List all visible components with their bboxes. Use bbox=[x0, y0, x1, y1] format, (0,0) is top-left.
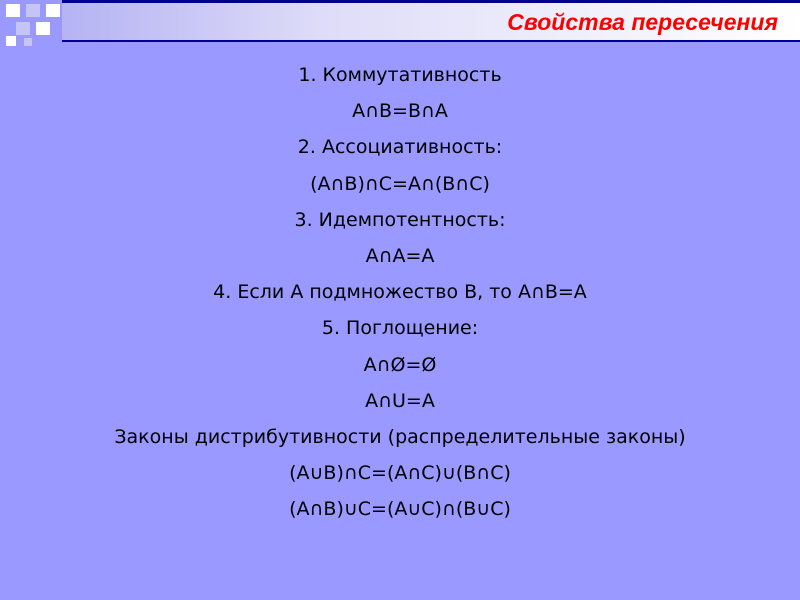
corner-squares-decoration bbox=[0, 0, 64, 48]
content-line: (A∩B)∪C=(A∪C)∩(B∪C) bbox=[289, 498, 511, 521]
content-line: 4. Если А подмножество В, то A∩B=A bbox=[213, 281, 587, 304]
content-line: A∩B=B∩A bbox=[352, 100, 448, 123]
content-line: 1. Коммутативность bbox=[298, 64, 502, 86]
content-line: Законы дистрибутивности (распределительные законы) bbox=[114, 425, 686, 448]
content-line: A∩Ø=Ø bbox=[363, 353, 437, 376]
corner-square bbox=[36, 22, 50, 35]
corner-square bbox=[26, 4, 40, 17]
slide-title: Свойства пересечения bbox=[507, 9, 778, 35]
content-line: A∩U=A bbox=[365, 389, 435, 412]
content-line: (A∩B)∩C=A∩(B∩C) bbox=[310, 172, 490, 195]
corner-square bbox=[6, 4, 20, 17]
corner-square bbox=[16, 22, 30, 35]
title-bar-stripe bbox=[62, 0, 800, 3]
content-line: 5. Поглощение: bbox=[321, 317, 479, 340]
corner-square bbox=[46, 4, 60, 17]
content-line: 2. Ассоциативность: bbox=[297, 136, 503, 159]
corner-square bbox=[6, 36, 16, 46]
content-line: (A∪B)∩C=(A∩C)∪(B∩C) bbox=[289, 462, 511, 485]
title-bar bbox=[62, 0, 800, 42]
content-line: 3. Идемпотентность: bbox=[294, 208, 506, 231]
content-line: A∩A=A bbox=[365, 244, 435, 267]
content-list bbox=[0, 57, 800, 527]
corner-square bbox=[24, 38, 32, 46]
